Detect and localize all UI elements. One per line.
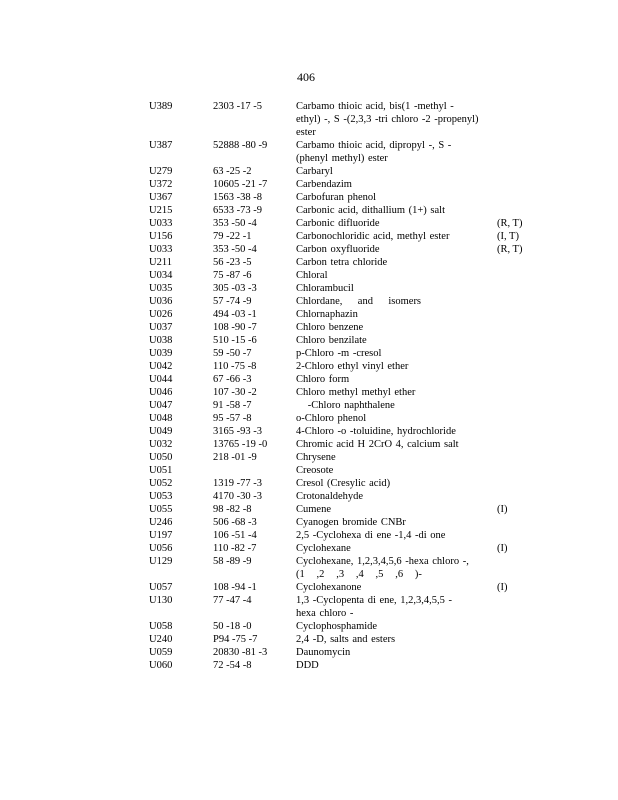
hazard-code: (R, T) bbox=[497, 218, 523, 229]
waste-code: U052 bbox=[149, 478, 173, 489]
substance-name: Chlorambucil bbox=[296, 283, 354, 294]
table-row bbox=[0, 581, 618, 594]
table-row bbox=[0, 165, 618, 178]
substance-name: Cyanogen bromide CNBr bbox=[296, 517, 406, 528]
substance-name: Cyclohexane bbox=[296, 543, 351, 554]
table-row bbox=[0, 620, 618, 633]
waste-code: U372 bbox=[149, 179, 173, 190]
table-row bbox=[0, 191, 618, 204]
cas-number: 108 -90 -7 bbox=[213, 322, 257, 333]
cas-number: 57 -74 -9 bbox=[213, 296, 252, 307]
waste-code: U049 bbox=[149, 426, 173, 437]
substance-name: 2-Chloro ethyl vinyl ether bbox=[296, 361, 409, 372]
substance-name: Carbaryl bbox=[296, 166, 333, 177]
waste-code: U197 bbox=[149, 530, 173, 541]
hazard-code: (I) bbox=[497, 504, 508, 515]
cas-number: 2303 -17 -5 bbox=[213, 101, 262, 112]
waste-code: U156 bbox=[149, 231, 173, 242]
waste-code: U047 bbox=[149, 400, 173, 411]
waste-code: U048 bbox=[149, 413, 173, 424]
substance-name: Cyclophosphamide bbox=[296, 621, 378, 632]
substance-name: Carbon tetra chloride bbox=[296, 257, 388, 268]
waste-code: U057 bbox=[149, 582, 173, 593]
table-row bbox=[0, 308, 618, 321]
page-number: 406 bbox=[297, 70, 315, 84]
waste-code: U046 bbox=[149, 387, 173, 398]
table-row bbox=[0, 321, 618, 334]
substance-name: Chrysene bbox=[296, 452, 336, 463]
waste-code: U279 bbox=[149, 166, 173, 177]
cas-number: 6533 -73 -9 bbox=[213, 205, 262, 216]
waste-code: U129 bbox=[149, 556, 173, 567]
waste-code: U042 bbox=[149, 361, 173, 372]
waste-code: U050 bbox=[149, 452, 173, 463]
cas-number: 63 -25 -2 bbox=[213, 166, 252, 177]
table-row bbox=[0, 256, 618, 269]
waste-code: U038 bbox=[149, 335, 173, 346]
waste-code: U033 bbox=[149, 218, 173, 229]
substance-name: Cyclohexane, 1,2,3,4,5,6 -hexa chloro -, (1  ,2  ,3  ,4  ,5  ,6  )- bbox=[296, 556, 469, 580]
table-row bbox=[0, 516, 618, 529]
waste-code: U039 bbox=[149, 348, 173, 359]
table-row bbox=[0, 555, 618, 581]
substance-name: Cyclohexanone bbox=[296, 582, 362, 593]
cas-number: 4170 -30 -3 bbox=[213, 491, 262, 502]
substance-name: Crotonaldehyde bbox=[296, 491, 364, 502]
cas-number: 67 -66 -3 bbox=[213, 374, 252, 385]
cas-number: 13765 -19 -0 bbox=[213, 439, 268, 450]
cas-number: 305 -03 -3 bbox=[213, 283, 257, 294]
waste-code: U055 bbox=[149, 504, 173, 515]
cas-number: 59 -50 -7 bbox=[213, 348, 252, 359]
waste-code: U032 bbox=[149, 439, 173, 450]
cas-number: 106 -51 -4 bbox=[213, 530, 257, 541]
table-row bbox=[0, 100, 618, 139]
substance-name: DDD bbox=[296, 660, 319, 671]
table-row bbox=[0, 230, 618, 243]
substance-name: 4-Chloro -o -toluidine, hydrochloride bbox=[296, 426, 456, 437]
waste-code: U246 bbox=[149, 517, 173, 528]
waste-code: U367 bbox=[149, 192, 173, 203]
cas-number: 58 -89 -9 bbox=[213, 556, 252, 567]
hazard-code: (I) bbox=[497, 582, 508, 593]
cas-number: 110 -75 -8 bbox=[213, 361, 257, 372]
cas-number: 77 -47 -4 bbox=[213, 595, 252, 606]
table-row bbox=[0, 633, 618, 646]
substance-name: 1,3 -Cyclopenta di ene, 1,2,3,4,5,5 - hexa chloro - bbox=[296, 595, 453, 619]
substance-name: Chloro benzene bbox=[296, 322, 364, 333]
cas-number: 91 -58 -7 bbox=[213, 400, 252, 411]
waste-code: U058 bbox=[149, 621, 173, 632]
substance-name: Chloro benzilate bbox=[296, 335, 367, 346]
waste-code: U130 bbox=[149, 595, 173, 606]
substance-name: Chloro methyl methyl ether bbox=[296, 387, 416, 398]
table-row bbox=[0, 399, 618, 412]
waste-code: U059 bbox=[149, 647, 173, 658]
cas-number: 353 -50 -4 bbox=[213, 218, 257, 229]
cas-number: 110 -82 -7 bbox=[213, 543, 257, 554]
cas-number: 56 -23 -5 bbox=[213, 257, 252, 268]
substance-name: Chloral bbox=[296, 270, 328, 281]
cas-number: 75 -87 -6 bbox=[213, 270, 252, 281]
cas-number: 218 -01 -9 bbox=[213, 452, 257, 463]
waste-code: U053 bbox=[149, 491, 173, 502]
cas-number: 98 -82 -8 bbox=[213, 504, 252, 515]
table-row bbox=[0, 659, 618, 672]
cas-number: 107 -30 -2 bbox=[213, 387, 257, 398]
table-row bbox=[0, 360, 618, 373]
table-row bbox=[0, 529, 618, 542]
waste-code: U035 bbox=[149, 283, 173, 294]
cas-number: 95 -57 -8 bbox=[213, 413, 252, 424]
cas-number: 72 -54 -8 bbox=[213, 660, 252, 671]
cas-number: 10605 -21 -7 bbox=[213, 179, 268, 190]
waste-code: U034 bbox=[149, 270, 173, 281]
substance-name: Creosote bbox=[296, 465, 334, 476]
table-row bbox=[0, 178, 618, 191]
substance-name: p-Chloro -m -cresol bbox=[296, 348, 382, 359]
table-row bbox=[0, 490, 618, 503]
substance-name: Chlordane,   and   isomers bbox=[296, 296, 422, 307]
table-row bbox=[0, 334, 618, 347]
table-row bbox=[0, 503, 618, 516]
table-row bbox=[0, 542, 618, 555]
table-row bbox=[0, 438, 618, 451]
table-row bbox=[0, 646, 618, 659]
substance-name: Chromic acid H 2CrO 4, calcium salt bbox=[296, 439, 459, 450]
table-row bbox=[0, 412, 618, 425]
substance-name: Carbonochloridic acid, methyl ester bbox=[296, 231, 450, 242]
substance-name: Cumene bbox=[296, 504, 331, 515]
cas-number: 79 -22 -1 bbox=[213, 231, 252, 242]
substance-name: Carbon oxyfluoride bbox=[296, 244, 380, 255]
table-row bbox=[0, 477, 618, 490]
table-row bbox=[0, 217, 618, 230]
table-row bbox=[0, 243, 618, 256]
substance-name: Carbonic acid, dithallium (1+) salt bbox=[296, 205, 446, 216]
cas-number: 20830 -81 -3 bbox=[213, 647, 268, 658]
hazard-code: (R, T) bbox=[497, 244, 523, 255]
substance-name: Cresol (Cresylic acid) bbox=[296, 478, 391, 489]
hazard-code: (I, T) bbox=[497, 231, 519, 242]
waste-code: U215 bbox=[149, 205, 173, 216]
cas-number: 1319 -77 -3 bbox=[213, 478, 262, 489]
waste-code: U037 bbox=[149, 322, 173, 333]
substance-name: Chloro form bbox=[296, 374, 350, 385]
substance-name: Carbofuran phenol bbox=[296, 192, 377, 203]
cas-number: 1563 -38 -8 bbox=[213, 192, 262, 203]
substance-name: Carbonic difluoride bbox=[296, 218, 380, 229]
cas-number: 506 -68 -3 bbox=[213, 517, 257, 528]
substance-name: 2,4 -D, salts and esters bbox=[296, 634, 396, 645]
table-row bbox=[0, 295, 618, 308]
table-row bbox=[0, 139, 618, 165]
substance-name: Carbamo thioic acid, dipropyl -, S - (phenyl methyl) ester bbox=[296, 140, 452, 164]
table-row bbox=[0, 282, 618, 295]
substance-name: 2,5 -Cyclohexa di ene -1,4 -di one bbox=[296, 530, 446, 541]
cas-number: 494 -03 -1 bbox=[213, 309, 257, 320]
table-row bbox=[0, 425, 618, 438]
waste-code: U044 bbox=[149, 374, 173, 385]
substance-name: Carbendazim bbox=[296, 179, 352, 190]
waste-code: U033 bbox=[149, 244, 173, 255]
cas-number: P94 -75 -7 bbox=[213, 634, 258, 645]
table-row bbox=[0, 204, 618, 217]
substance-name: Carbamo thioic acid, bis(1 -methyl - ethyl) -, S -(2,3,3 -tri chloro -2 -propenyl) ester bbox=[296, 101, 479, 138]
table-row bbox=[0, 451, 618, 464]
cas-number: 52888 -80 -9 bbox=[213, 140, 268, 151]
substance-name:   -Chloro naphthalene bbox=[296, 400, 395, 411]
table-row bbox=[0, 373, 618, 386]
hazard-code: (I) bbox=[497, 543, 508, 554]
waste-code: U240 bbox=[149, 634, 173, 645]
waste-code: U056 bbox=[149, 543, 173, 554]
cas-number: 3165 -93 -3 bbox=[213, 426, 262, 437]
table-row bbox=[0, 464, 618, 477]
cas-number: 108 -94 -1 bbox=[213, 582, 257, 593]
table-row bbox=[0, 386, 618, 399]
table-row bbox=[0, 269, 618, 282]
waste-code-table bbox=[0, 100, 618, 672]
waste-code: U387 bbox=[149, 140, 173, 151]
waste-code: U036 bbox=[149, 296, 173, 307]
cas-number: 510 -15 -6 bbox=[213, 335, 257, 346]
substance-name: Daunomycin bbox=[296, 647, 351, 658]
waste-code: U389 bbox=[149, 101, 173, 112]
substance-name: Chlornaphazin bbox=[296, 309, 358, 320]
waste-code: U051 bbox=[149, 465, 173, 476]
cas-number: 50 -18 -0 bbox=[213, 621, 252, 632]
substance-name: o-Chloro phenol bbox=[296, 413, 367, 424]
waste-code: U060 bbox=[149, 660, 173, 671]
table-row bbox=[0, 347, 618, 360]
cas-number: 353 -50 -4 bbox=[213, 244, 257, 255]
waste-code: U211 bbox=[149, 257, 172, 268]
waste-code: U026 bbox=[149, 309, 173, 320]
table-row bbox=[0, 594, 618, 620]
